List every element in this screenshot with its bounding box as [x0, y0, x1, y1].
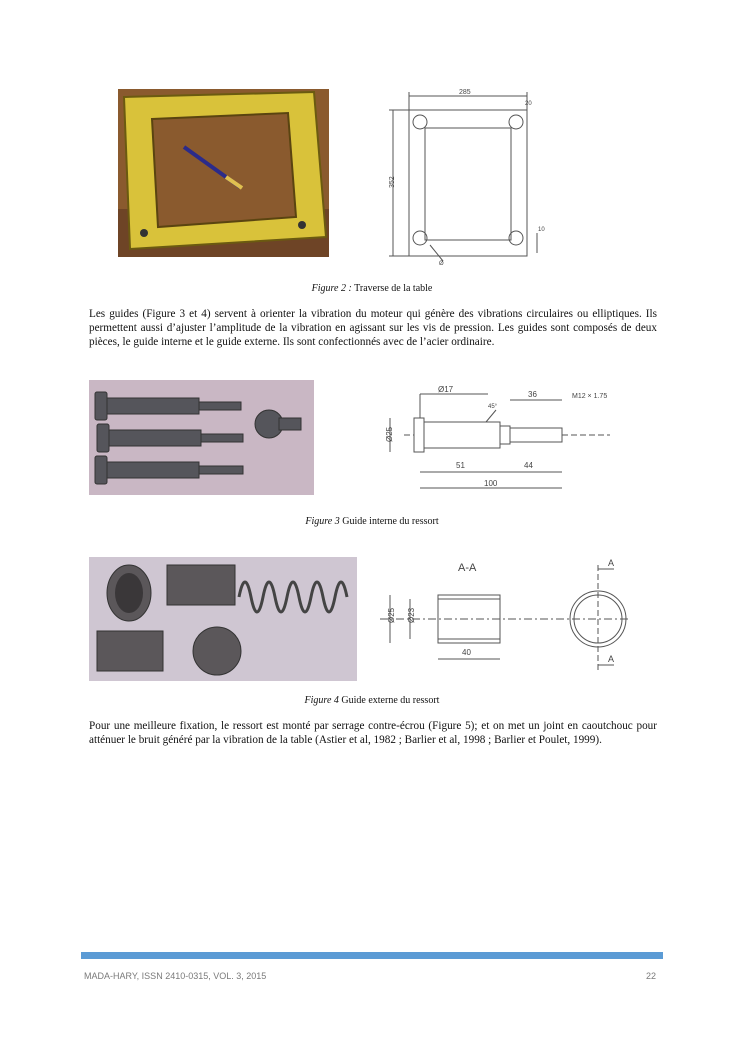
figure2-drawing — [375, 83, 550, 268]
fig4-dim-l40: 40 — [462, 648, 471, 657]
footer-journal: MADA-HARY, ISSN 2410-0315, VOL. 3, 2015 — [84, 971, 267, 981]
fig3-dim-d25: Ø25 — [385, 426, 394, 442]
figure4-label: Figure 4 — [304, 695, 339, 706]
figure3-title: Guide interne du ressort — [342, 516, 439, 527]
paragraph-guides: Les guides (Figure 3 et 4) servent à orienter la vibration du moteur qui génère des vibrations circulaires ou elliptiques. Ils permettent aussi d’ajuster l’amplitude de la vibration en agissant sur les vis de pression. Les guides sont composés de deux pièces, le guide interne et le guide externe. Ils sont confectionnés avec de l’acier ordinaire. — [89, 308, 657, 348]
fig2-dim-side: 10 — [538, 227, 545, 233]
figure2-caption — [0, 283, 744, 294]
figure4-drawing — [370, 555, 640, 673]
fig4-dim-d25: Ø25 — [387, 607, 396, 623]
fig2-dim-height: 352 — [389, 176, 396, 188]
figure3-photo — [89, 380, 314, 495]
figure2-title: Traverse de la table — [354, 283, 433, 294]
fig3-dim-d36: 36 — [528, 390, 537, 399]
fig3-dim-thread: M12 × 1.75 — [572, 393, 608, 400]
fig2-dim-hole: 20 — [525, 101, 532, 107]
fig3-dim-head: Ø17 — [438, 385, 454, 394]
fig3-dim-chamfer: 45° — [488, 404, 498, 410]
figure3-label: Figure 3 — [305, 516, 340, 527]
fig4-section: A-A — [458, 562, 477, 574]
fig4-cut-bottom: A — [608, 654, 615, 664]
fig2-dim-phi: Ø — [439, 261, 444, 267]
figure2-photo — [118, 89, 329, 257]
figure3-caption — [0, 516, 744, 527]
fig2-dim-width: 285 — [459, 89, 471, 96]
figure3-drawing — [360, 382, 628, 494]
fig4-cut-top: A — [608, 558, 615, 568]
footer-bar — [81, 952, 663, 959]
fig3-dim-l51: 51 — [456, 461, 465, 470]
fig4-dim-d23: Ø23 — [407, 607, 416, 623]
fig3-dim-l44: 44 — [524, 461, 533, 470]
paragraph-fixation: Pour une meilleure fixation, le ressort est monté par serrage contre-écrou (Figure 5); et on met un joint en caoutchouc pour atténuer le bruit généré par la vibration de la table (Astier et al, 1982 ; Barlier et al, 1998 ; Barlier et Poulet, 1999). — [89, 720, 657, 746]
footer-page-number: 22 — [645, 971, 656, 981]
figure4-caption — [0, 695, 744, 706]
fig3-dim-l100: 100 — [484, 479, 498, 488]
figure4-title: Guide externe du ressort — [341, 695, 440, 706]
figure2-label: Figure 2 : — [311, 283, 352, 294]
figure4-photo — [89, 557, 357, 681]
